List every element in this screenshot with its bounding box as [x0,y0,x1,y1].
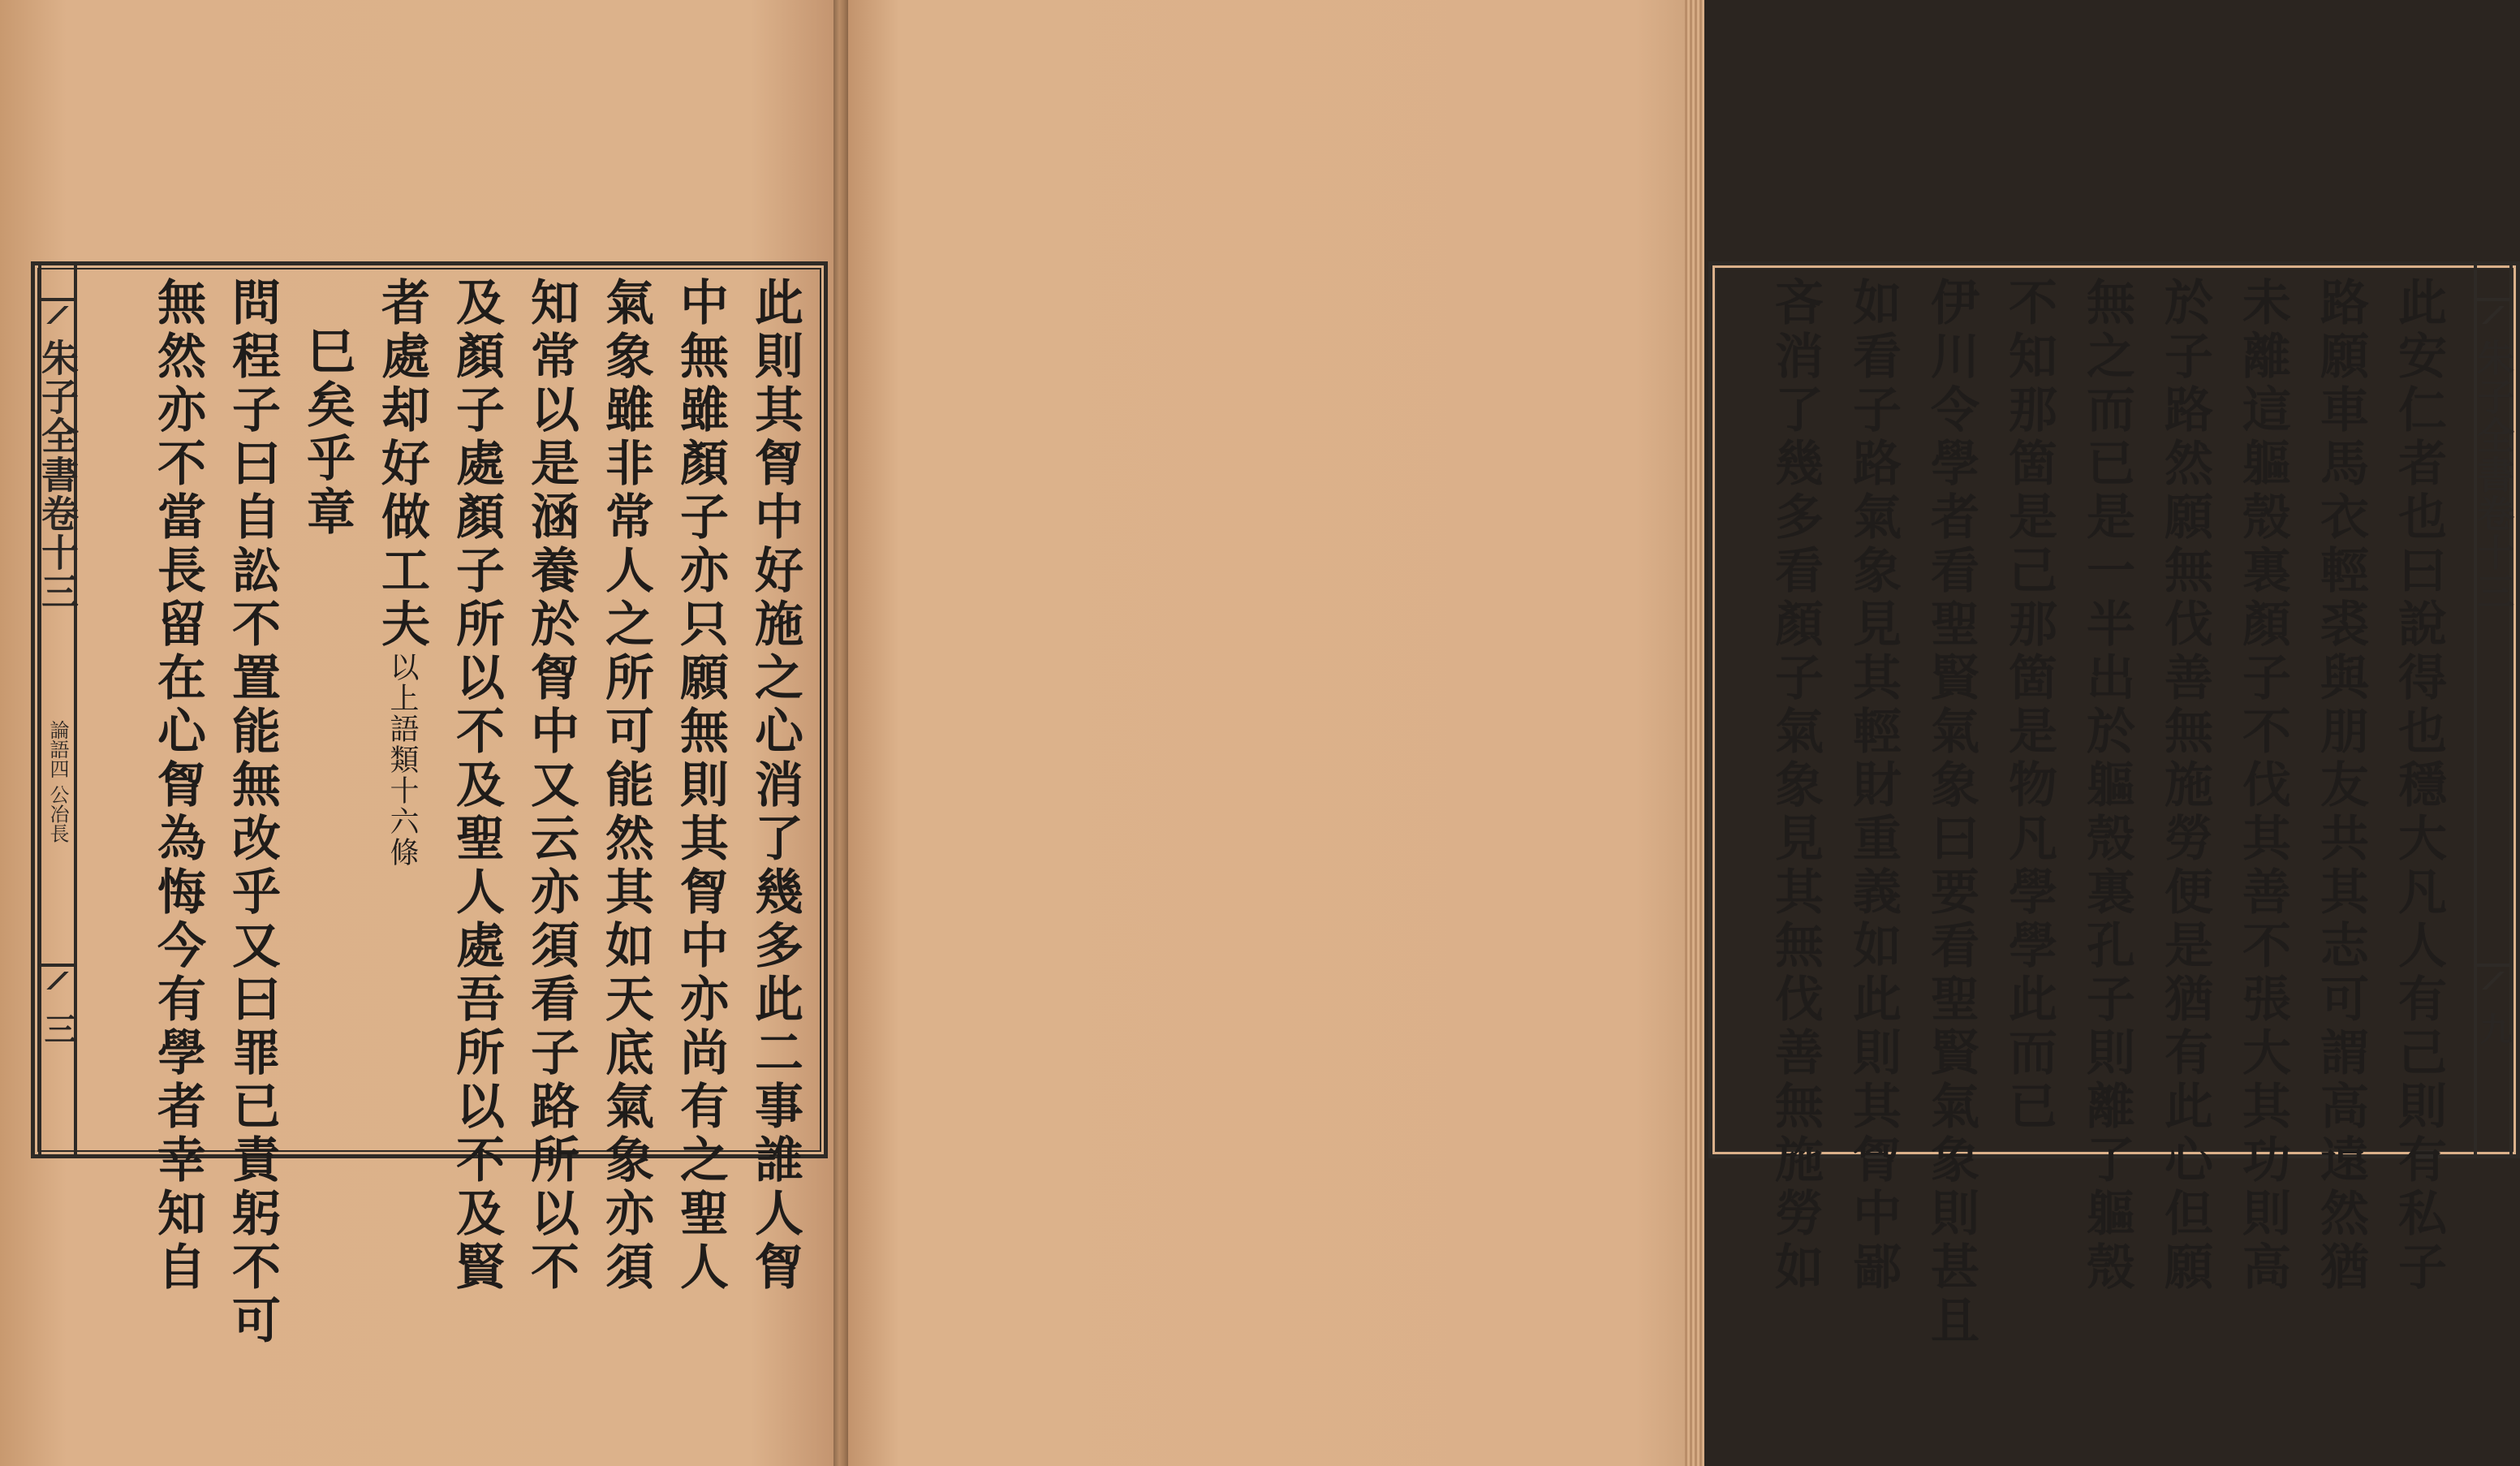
chapter-heading: 巳矣乎章 [299,326,355,540]
text-column: 中無雖顏子亦只願無則其胷中亦尚有之聖人 [672,277,729,1295]
right-text-frame [1708,261,2520,1348]
left-spine-column [36,265,80,1154]
text-column: 此則其胷中好施之心消了幾多此二事誰人胷 [747,277,803,1295]
text-column: 於子路然願無伐善無施勞便是猶有此心但願 [2156,277,2213,1295]
right-page [848,0,2515,1466]
right-spine-title: 朱子全書卷十三 [2471,338,2515,611]
text-column: 無然亦不當長留在心胷為悔今有學者幸知自 [149,277,206,1295]
page-edge-stack [1685,0,1704,1466]
fish-tail-mark-bottom [2477,964,2509,999]
book-gutter [834,0,848,1466]
text-column-with-note [364,277,439,1143]
left-text-columns [101,277,812,1348]
fish-tail-mark-top [2477,298,2509,334]
fish-tail-mark-bottom [41,964,74,999]
right-spine-column [2471,265,2515,1154]
text-column: 吝消了幾多看顏子氣象見其無伐善無施勞如 [1767,277,1824,1295]
text-column: 未離這軀殼裏顏子不伐其善不張大其功則高 [2234,277,2291,1295]
annotation-note: 以上語類十六條 [386,652,419,868]
text-column: 此安仁者也曰說得也穩大凡人有己則有私子 [2390,277,2447,1295]
text-column: 知常以是涵養於胷中又云亦須看子路所以不 [523,277,579,1295]
left-page-number: 三 [39,1012,77,1045]
text-column: 問程子曰自訟不置能無改乎又曰罪已責躬不可 [224,277,281,1348]
text-column: 及顏子處顏子所以不及聖人處吾所以不及賢 [448,277,505,1295]
left-page [0,0,834,1466]
fish-tail-mark-top [41,298,74,334]
left-text-frame [31,261,828,1348]
text-column: 不知那箇是己那箇是物凡學學此而已 [2001,277,2057,1134]
text-column-main: 者處却好做工夫 [373,277,430,652]
right-text-columns [1724,277,2458,1348]
text-column: 伊川令學者看聖賢氣象曰要看聖賢氣象則甚且 [1923,277,1979,1348]
left-spine-chapter: 論語四 公冶長 [46,720,69,843]
right-page-number: 九 [2475,1012,2513,1045]
text-column: 氣象雖非常人之所可能然其如天底氣象亦須 [597,277,654,1295]
text-column: 路願車馬衣輕裘與朋友共其志可謂高遠然猶 [2312,277,2369,1295]
text-column: 無之而已是一半出於軀殼裏孔子則離了軀殼 [2078,277,2135,1295]
left-spine-title: 朱子全書卷十三 [36,338,80,611]
text-column: 如看子路氣象見其輕財重義如此則其胷中鄙 [1845,277,1902,1295]
